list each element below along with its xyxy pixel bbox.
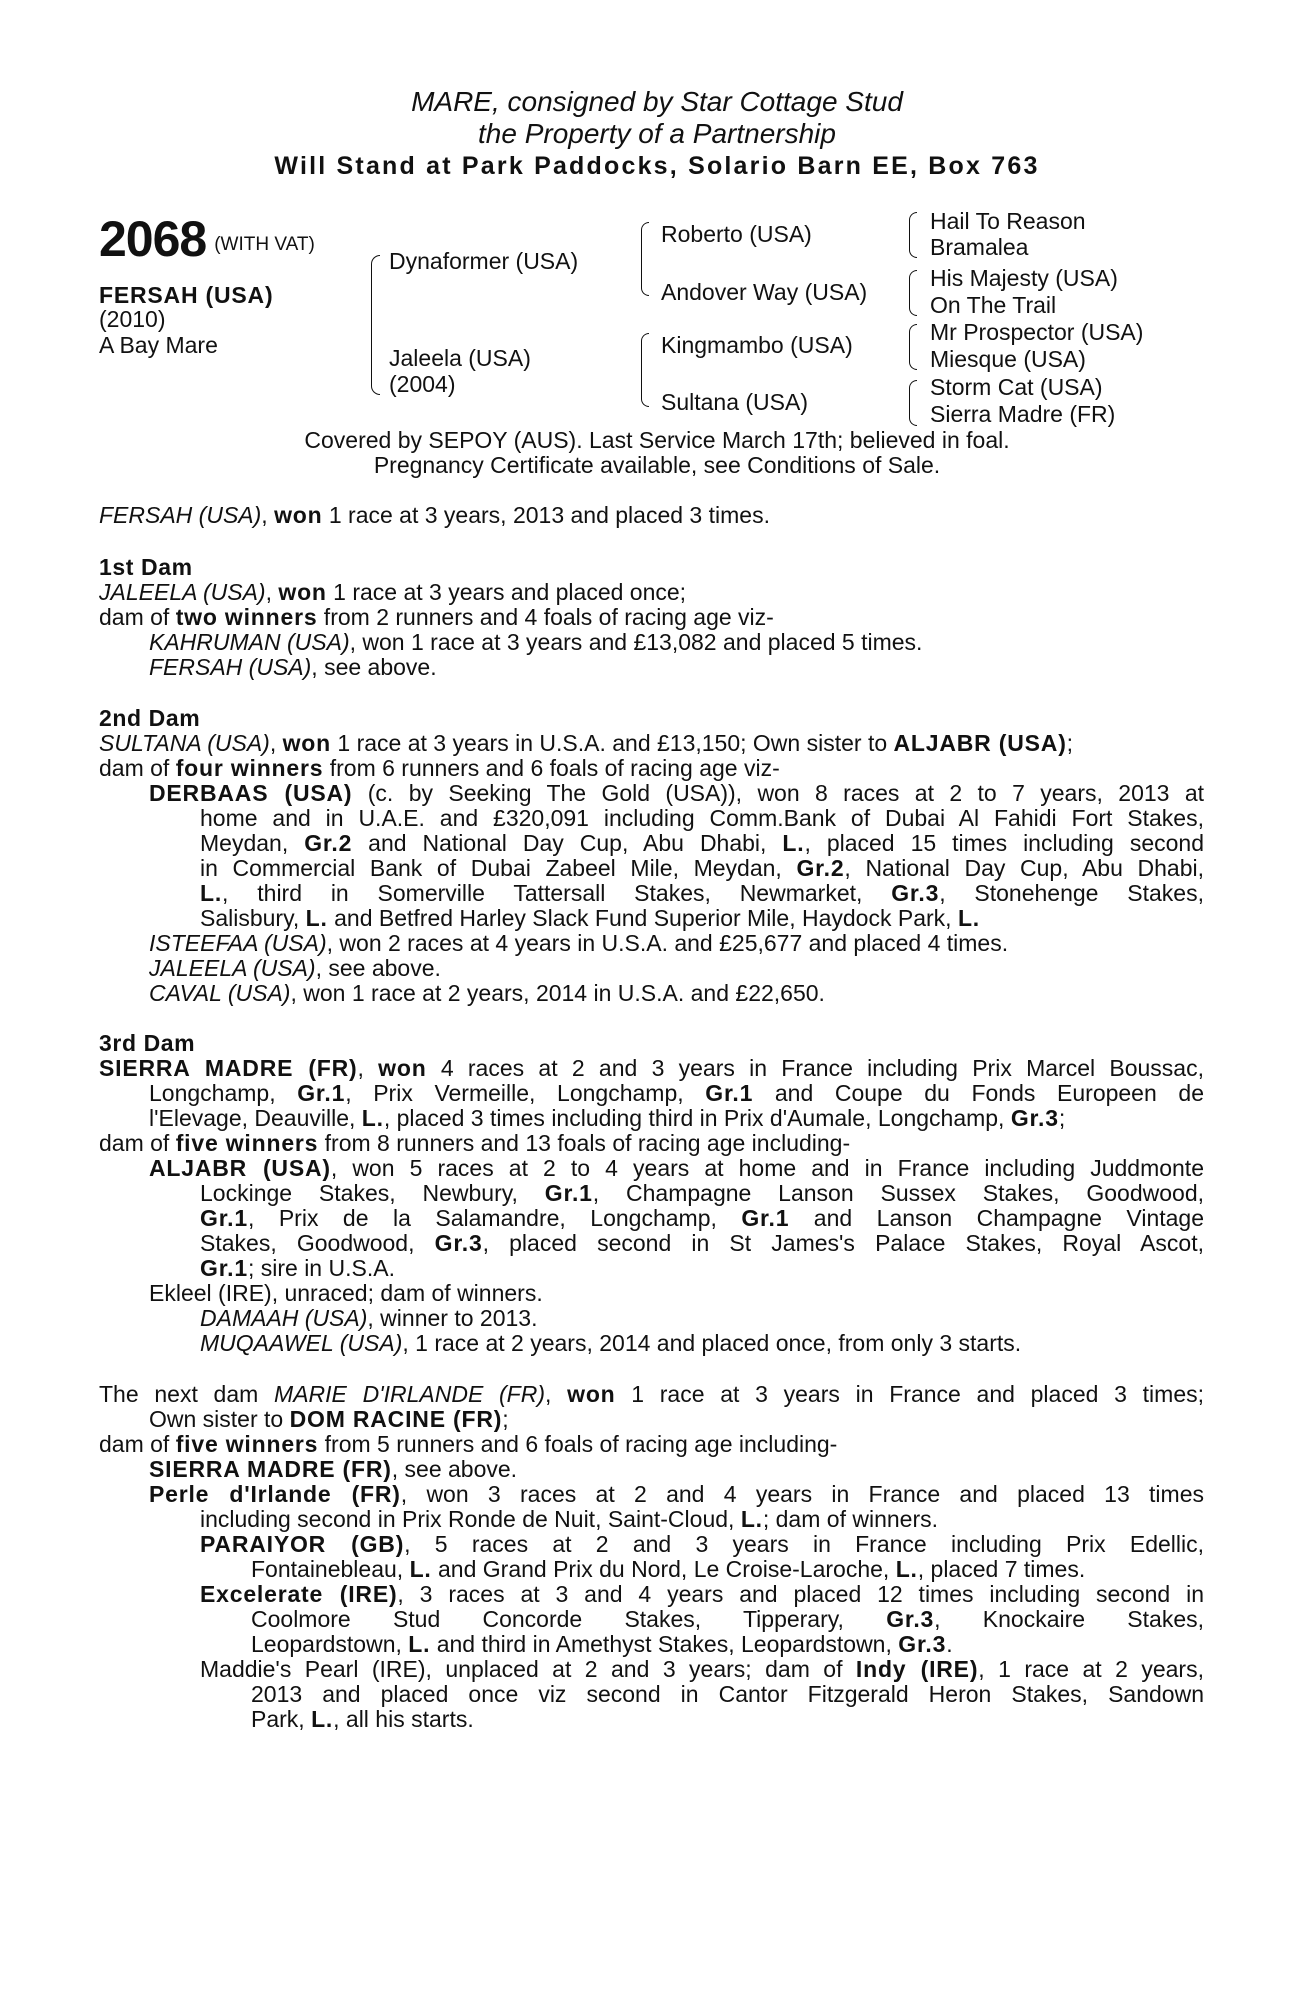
pregnancy-line: Pregnancy Certificate available, see Conditions of Sale. [373, 452, 941, 478]
third-dam-heading: 3rd Dam [99, 1030, 196, 1056]
brace-sire-parents [641, 222, 649, 296]
pedigree-dam-year: (2004) [389, 371, 456, 397]
caval-line: CAVAL (USA), won 1 race at 2 years, 2014 in U.S.A. and £22,650. [149, 980, 825, 1006]
pedigree-dam: Jaleela (USA) [389, 345, 531, 371]
property-line: the Property of a Partnership [478, 118, 836, 149]
horse-name: FERSAH (USA) [99, 282, 274, 308]
ekleel-line: Ekleel (IRE), unraced; dam of winners. [149, 1280, 543, 1306]
sierra-madre-line-1: SIERRA MADRE (FR), won 4 races at 2 and 3 years in France including Prix Marcel Boussac, [99, 1055, 1204, 1081]
pedigree-ssd: Bramalea [930, 234, 1029, 260]
horse-year: (2010) [99, 306, 166, 332]
derbaas-line-4: in Commercial Bank of Dubai Zabeel Mile, Meydan, Gr.2, National Day Cup, Abu Dhabi, [200, 855, 1204, 881]
aljabr-line-4: Stakes, Goodwood, Gr.3, placed second in St James's Palace Stakes, Royal Ascot, [200, 1230, 1204, 1256]
brace-sd [909, 270, 917, 316]
brace-ds [909, 324, 917, 370]
pedigree-dss: Mr Prospector (USA) [930, 319, 1144, 345]
paraiyor-line-2: Fontainebleau, L. and Grand Prix du Nord, Le Croise-Laroche, L., placed 7 times. [251, 1556, 1086, 1582]
pedigree-sss: Hail To Reason [930, 208, 1086, 234]
pedigree-sds: His Majesty (USA) [930, 265, 1118, 291]
jaleela-line: JALEELA (USA), see above. [149, 955, 441, 981]
consignor-line: MARE, consigned by Star Cottage Stud [411, 86, 903, 117]
damaah-line: DAMAAH (USA), winner to 2013. [200, 1305, 538, 1331]
vat-label: (WITH VAT) [214, 234, 315, 255]
brace-ss [909, 212, 917, 258]
excelerate-line-3: Leopardstown, L. and third in Amethyst Stakes, Leopardstown, Gr.3. [251, 1631, 953, 1657]
covered-line: Covered by SEPOY (AUS). Last Service March 17th; believed in foal. [304, 427, 1010, 453]
pedigree-sire-sire: Roberto (USA) [661, 221, 812, 247]
pedigree-dam-dam: Sultana (USA) [661, 389, 809, 415]
perle-line-1: Perle d'Irlande (FR), won 3 races at 2 and 4 years in France and placed 13 times [149, 1481, 1204, 1507]
first-dam-heading: 1st Dam [99, 554, 193, 580]
next-dam-line-1: The next dam MARIE D'IRLANDE (FR), won 1 race at 3 years in France and placed 3 times; [99, 1381, 1205, 1407]
lot-number-block [99, 210, 315, 268]
pedigree-dds: Storm Cat (USA) [930, 374, 1103, 400]
second-dam-heading: 2nd Dam [99, 705, 201, 731]
perle-line-2: including second in Prix Ronde de Nuit, Saint-Cloud, L.; dam of winners. [200, 1506, 938, 1532]
derbaas-line-3: Meydan, Gr.2 and National Day Cup, Abu Dhabi, L., placed 15 times including second [200, 830, 1204, 856]
pedigree-sdd: On The Trail [930, 292, 1057, 318]
third-dam-winners-line: dam of five winners from 8 runners and 13 foals of racing age including- [99, 1130, 851, 1156]
maddies-pearl-line-2: 2013 and placed once viz second in Cantor Fitzgerald Heron Stakes, Sandown [251, 1681, 1204, 1707]
next-dam-line-2: Own sister to DOM RACINE (FR); [149, 1406, 509, 1432]
aljabr-line-2: Lockinge Stakes, Newbury, Gr.1, Champagne Lanson Sussex Stakes, Goodwood, [200, 1180, 1204, 1206]
first-dam-line-4: FERSAH (USA), see above. [149, 654, 437, 680]
sierra-madre-line-3: l'Elevage, Deauville, L., placed 3 times including third in Prix d'Aumale, Longchamp, Gr.3; [149, 1105, 1066, 1131]
excelerate-line-1: Excelerate (IRE), 3 races at 3 and 4 years and placed 12 times including second in [200, 1581, 1204, 1607]
second-dam-line-2: dam of four winners from 6 runners and 6 foals of racing age viz- [99, 755, 780, 781]
pedigree-dam-sire: Kingmambo (USA) [661, 332, 853, 358]
first-dam-line-2: dam of two winners from 2 runners and 4 foals of racing age viz- [99, 604, 774, 630]
first-dam-line-1: JALEELA (USA), won 1 race at 3 years and placed once; [99, 579, 687, 605]
location-line: Will Stand at Park Paddocks, Solario Barn EE, Box 763 [274, 152, 1040, 180]
derbaas-line-1: DERBAAS (USA) (c. by Seeking The Gold (USA)), won 8 races at 2 to 7 years, 2013 at [149, 780, 1204, 806]
intro-line: FERSAH (USA), won 1 race at 3 years, 2013 and placed 3 times. [99, 502, 770, 528]
brace-dam-parents [641, 333, 649, 407]
maddies-pearl-line-1: Maddie's Pearl (IRE), unplaced at 2 and 3 years; dam of Indy (IRE), 1 race at 2 years, [200, 1656, 1204, 1682]
aljabr-line-1: ALJABR (USA), won 5 races at 2 to 4 years at home and in France including Juddmonte [149, 1155, 1204, 1181]
brace-dd [909, 380, 917, 426]
lot-number: 2068 [99, 211, 207, 267]
aljabr-line-5: Gr.1; sire in U.S.A. [200, 1255, 395, 1281]
sierra-madre-ref-line: SIERRA MADRE (FR), see above. [149, 1456, 518, 1482]
pedigree-ddd: Sierra Madre (FR) [930, 401, 1116, 427]
derbaas-line-5: L., third in Somerville Tattersall Stakes, Newmarket, Gr.3, Stonehenge Stakes, [200, 880, 1204, 906]
muqaawel-line: MUQAAWEL (USA), 1 race at 2 years, 2014 and placed once, from only 3 starts. [200, 1330, 1022, 1356]
second-dam-line-1: SULTANA (USA), won 1 race at 3 years in U.S.A. and £13,150; Own sister to ALJABR (USA); [99, 730, 1074, 756]
paraiyor-line-1: PARAIYOR (GB), 5 races at 2 and 3 years in France including Prix Edellic, [200, 1531, 1204, 1557]
first-dam-line-3: KAHRUMAN (USA), won 1 race at 3 years and £13,082 and placed 5 times. [149, 629, 923, 655]
brace-parents [371, 255, 380, 395]
pedigree-dsd: Miesque (USA) [930, 346, 1086, 372]
pedigree-sire: Dynaformer (USA) [389, 248, 579, 274]
sierra-madre-line-2: Longchamp, Gr.1, Prix Vermeille, Longchamp, Gr.1 and Coupe du Fonds Europeen de [149, 1080, 1204, 1106]
pedigree-sire-dam: Andover Way (USA) [661, 279, 868, 305]
isteefaa-line: ISTEEFAA (USA), won 2 races at 4 years in U.S.A. and £25,677 and placed 4 times. [149, 930, 1009, 956]
derbaas-line-2: home and in U.A.E. and £320,091 including Comm.Bank of Dubai Al Fahidi Fort Stakes, [200, 805, 1204, 831]
derbaas-line-6: Salisbury, L. and Betfred Harley Slack Fund Superior Mile, Haydock Park, L. [200, 905, 980, 931]
aljabr-line-3: Gr.1, Prix de la Salamandre, Longchamp, Gr.1 and Lanson Champagne Vintage [200, 1205, 1204, 1231]
excelerate-line-2: Coolmore Stud Concorde Stakes, Tipperary, Gr.3, Knockaire Stakes, [251, 1606, 1204, 1632]
horse-description: A Bay Mare [99, 332, 218, 358]
next-dam-line-3: dam of five winners from 5 runners and 6 foals of racing age including- [99, 1431, 838, 1457]
maddies-pearl-line-3: Park, L., all his starts. [251, 1706, 474, 1732]
